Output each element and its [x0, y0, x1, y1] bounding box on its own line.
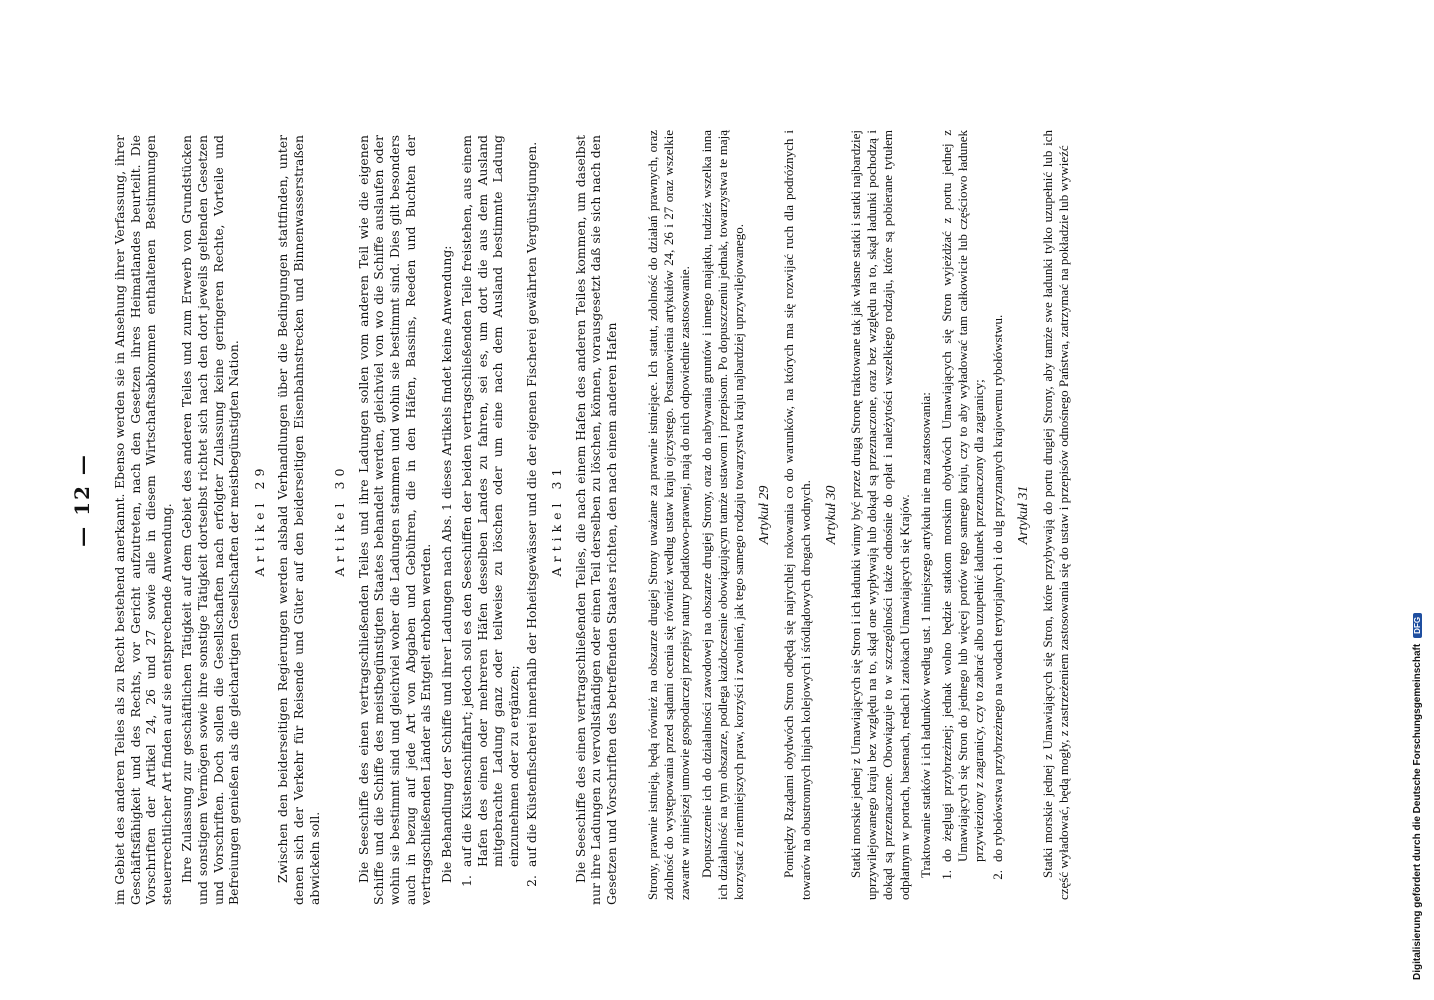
polish-article-31-text: Statki morskie jednej z Umawiających się Stron, które przybywają do portu drugiej Strony, aby tamże swe ładunki tylko uzupełnić lub ich część wyładować, będą mogły, z zastrzeżeniem zastosowania się do ustaw i przepisów odnośnego Państwa, zatrzymać na pokładzie lub wywieźć — [1040, 130, 1072, 900]
german-article-31-text: Die Seeschiffe des einen vertragschließenden Teiles, die nach einem Hafen des anderen Teiles kommen, um daselbst nur ihre Ladungen zu vervollständigen oder einen Teil derselben zu löschen, können, vorausgesetzt daß sie sich nach den Gesetzen und Vorschriften des betreffenden Staates richten, den nach einem anderen Hafen — [572, 135, 620, 905]
list-item — [990, 130, 1006, 900]
list-item-number: 1. — [459, 875, 475, 887]
german-article-30-list — [459, 135, 539, 905]
list-item-text: auf die Küstenfischerei innerhalb der Hoheitsgewässer und die der eigenen Fischerei gewährten Vergünstigungen. — [523, 141, 539, 867]
list-item — [459, 135, 521, 905]
german-heading-article-30: Artikel 30 — [332, 463, 348, 577]
footer-text: Digitalisierung gefördert durch die Deutsche Forschungsgemeinschaft — [1412, 643, 1423, 980]
dfg-logo-icon: DFG — [1413, 613, 1422, 638]
polish-column — [645, 130, 1077, 900]
list-item-number: 2. — [989, 870, 1005, 880]
polish-article-30-paragraph-2: Traktowanie statków i ich ładunków według ust. 1 niniejszego artykułu nie ma zastosowania: — [917, 392, 933, 878]
polish-heading-article-30: Artykuł 30 — [823, 485, 839, 545]
list-item-text: auf die Küstenschiffahrt; jedoch soll es den Seeschiffen der beiden vertragschließenden Teile freistehen, aus einem Hafen des einen oder mehreren Häfen desselben Landes zu fahren, sei es, um dort die aus dem Ausland mitgebrachte Ladung ganz oder teilweise zu löschen oder um eine nach dem Ausland bestimmte Ladung einzunehmen oder zu ergänzen; — [459, 135, 522, 867]
polish-article-29-text: Pomiędzy Rządami obydwóch Stron odbędą się najrychlej rokowania co do warunków, na których ma się rozwijać ruch dla podróżnych i towarów na obustronnych linjach kolejowych i śródlądowych drogach wodnych. — [781, 130, 813, 900]
list-item-number: 1. — [939, 870, 955, 880]
polish-article-30-paragraph-1: Statki morskie jednej z Umawiających się Stron i ich ładunki winny być przez drugą Stronę traktowane tak jak własne statki i statki najbardziej uprzywilejowanego kraju bez względu na to, skąd one wypływają lub dokąd są przeznaczone, oraz bez względu na to, skąd ładunki pochodzą i dokąd są przeznaczone. Obowiązuje to w szczególności także odnośnie do opłat i należytości wszelkiego rodzaju, które są pobierane tytułem odpłatnym w portach, basenach, redach i zatokach Umawiających się Krajów. — [848, 130, 912, 900]
german-paragraph: Ihre Zulassung zur geschäftlichen Tätigkeit auf dem Gebiet des anderen Teiles und zum Erwerb von Grundstücken und sonstigem Vermögen sowie ihre sonstige Tätigkeit dortselbst richtet sich nach den dort jeweils geltenden Gesetzen und Vorschriften. Doch sollen die Gesellschaften nach erfolgter Zulassung keine geringeren Rechte, Vorteile und Befreiungen genießen als die gleichartigen Gesellschaften der meistbegünstigten Nation. — [179, 135, 242, 905]
page-number: — 12 — — [70, 453, 94, 547]
list-item-number: 2. — [523, 875, 539, 887]
german-column — [112, 135, 625, 905]
list-item-text: do żeglugi przybrzeżnej; jednak wolno będzie statkom morskim obydwóch Umawiających się Stron wyjeżdżać z portu jednej z Umawiających się Stron do jednego lub więcej portów tego samego kraju, czy to aby wyładować tam całkowicie lub częściowo ładunek przywieziony z zagranicy, czy to zabrać albo uzupełnić ładunek przeznaczony dla zagranicy; — [939, 130, 987, 862]
digitization-footer — [1412, 20, 1423, 980]
list-item — [939, 130, 988, 900]
german-heading-article-29: Artikel 29 — [251, 463, 267, 577]
german-article-30-paragraph-1: Die Seeschiffe des einen vertragschließenden Teiles und ihre Ladungen sollen vom anderen Teil wie die eigenen Schiffe und die Schiffe des meistbegünstigten Staates behandelt werden, gleichviel von wo die Schiffe auslaufen oder wohin sie bestimmt sind und gleichviel woher die Ladungen stammen und wohin sie bestimmt sind. Dies gilt besonders auch in bezug auf jede Art von Abgaben und Gebühren, die in den Häfen, Bassins, Reeden und Buchten der vertragschließenden Länder als Entgelt erhoben werden. — [355, 135, 434, 905]
german-article-29-text: Zwischen den beiderseitigen Regierungen werden alsbald Verhandlungen über die Bedingungen stattfinden, unter denen sich der Verkehr für Reisende und Güter auf den beiderseitigen Eisenbahnstrecken und Binnenwasserstraßen abwickeln soll. — [275, 135, 322, 905]
german-paragraph: im Gebiet des anderen Teiles als zu Recht bestehend anerkannt. Ebenso werden sie in Ansehung ihrer Verfassung, ihrer Geschäftsfähigkeit und des Rechts, vor Gericht aufzutreten, nach den Gesetzen ihres Heimatlandes beurteilt. Die Vorschriften der Artikel 24, 26 und 27 sowie alle in diesem Wirtschaftsabkommen enthaltenen Bestimmungen steuerrechtlicher Art finden auf sie entsprechende Anwendung. — [112, 135, 174, 905]
list-item — [524, 135, 540, 905]
polish-paragraph: Strony, prawnie istnieją, będą również na obszarze drugiej Strony uważane za prawnie istniejące. Ich statut, zdolność do działań prawnych, oraz zdolność do występowania przed sądami ocenia się również według ustaw kraju ojczystego. Postanowienia artykułów 24, 26 i 27 oraz wszelkie zawarte w niniejszej umowie gospodarczej przepisy natury podatkowo-prawnej, mają do nich odpowiednie zastosowanie. — [645, 130, 693, 900]
polish-heading-article-29: Artykuł 29 — [757, 485, 773, 545]
list-item-text: do rybołówstwa przybrzeżnego na wodach terytorjalnych i do ulg przyznanych krajowemu rybołówstwu. — [989, 314, 1005, 862]
polish-paragraph: Dopuszczenie ich do działalności zawodowej na obszarze drugiej Strony, oraz do nabywania gruntów i innego majątku, tudzież wszelka inna ich działalność na tym obszarze, podlega każdoczesnie obowiązującym tamże ustawom i przepisom. Po dopuszczeniu jednak, towarzystwa te mają korzystać z niemniejszych praw, korzyści i zwolnień, jak tego samego rodzaju towarzystwa kraju najbardziej uprzywilejowanego. — [698, 130, 747, 900]
polish-article-30-list — [939, 130, 1006, 900]
german-article-30-paragraph-2: Die Behandlung der Schiffe und ihrer Ladungen nach Abs. 1 dieses Artikels findet keine Anwendung: — [438, 245, 454, 883]
german-heading-article-31: Artikel 31 — [549, 463, 565, 577]
polish-heading-article-31: Artykuł 31 — [1015, 485, 1031, 545]
